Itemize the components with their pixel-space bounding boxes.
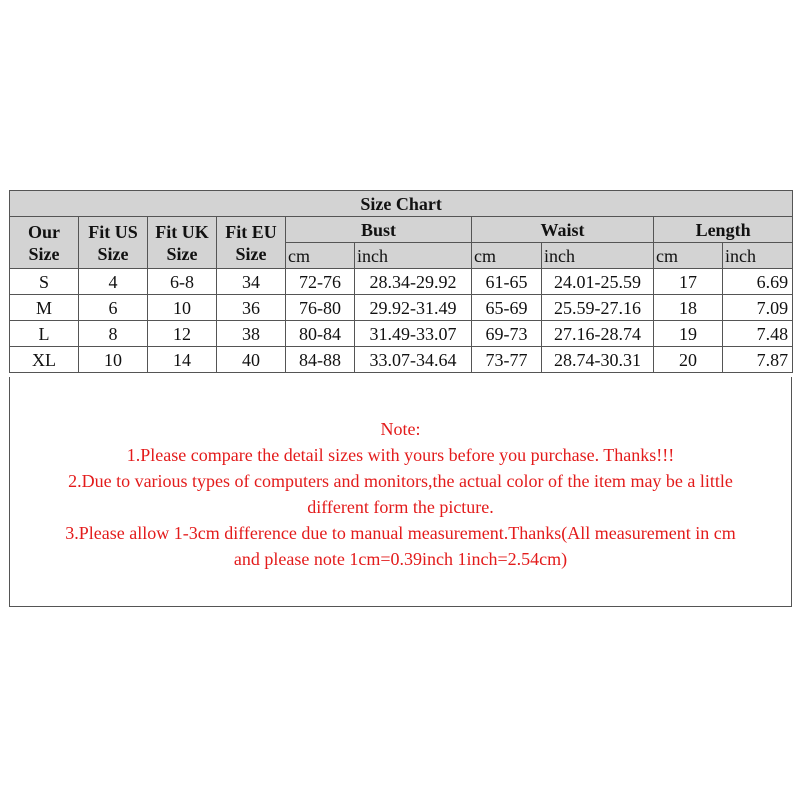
table-row <box>10 321 793 347</box>
table-cell: 72-76 <box>286 269 355 295</box>
table-cell: 33.07-34.64 <box>355 347 472 373</box>
table-cell: 7.48 <box>723 321 793 347</box>
table-title: Size Chart <box>10 191 793 217</box>
note-line: and please note 1cm=0.39inch 1inch=2.54cm) <box>233 549 568 569</box>
table-cell: 73-77 <box>472 347 542 373</box>
table-cell: 24.01-25.59 <box>542 269 654 295</box>
table-cell: 61-65 <box>472 269 542 295</box>
table-cell: 38 <box>217 321 286 347</box>
table-cell: 10 <box>148 295 217 321</box>
note-line: 1.Please compare the detail sizes with yours before you purchase. Thanks!!! <box>126 445 675 465</box>
table-row <box>10 347 793 373</box>
header-length-cm: cm <box>654 243 723 269</box>
table-cell: 4 <box>79 269 148 295</box>
header-fit-eu: Fit EU Size <box>217 217 286 269</box>
header-bust-inch: inch <box>355 243 472 269</box>
table-cell: M <box>10 295 79 321</box>
table-cell: 80-84 <box>286 321 355 347</box>
table-cell: 14 <box>148 347 217 373</box>
header-fit-uk: Fit UK Size <box>148 217 217 269</box>
table-cell: 28.74-30.31 <box>542 347 654 373</box>
table-row <box>10 269 793 295</box>
table-cell: 25.59-27.16 <box>542 295 654 321</box>
table-cell: 6-8 <box>148 269 217 295</box>
header-waist-cm: cm <box>472 243 542 269</box>
header-waist-inch: inch <box>542 243 654 269</box>
header-bust: Bust <box>286 217 472 243</box>
header-length-inch: inch <box>723 243 793 269</box>
table-cell: S <box>10 269 79 295</box>
size-chart-table <box>9 190 793 373</box>
table-cell: 19 <box>654 321 723 347</box>
table-cell: 31.49-33.07 <box>355 321 472 347</box>
table-cell: 29.92-31.49 <box>355 295 472 321</box>
header-fit-us: Fit US Size <box>79 217 148 269</box>
note-line: different form the picture. <box>307 497 494 517</box>
table-cell: 36 <box>217 295 286 321</box>
header-bust-cm: cm <box>286 243 355 269</box>
header-our-size: Our Size <box>10 217 79 269</box>
table-cell: 7.09 <box>723 295 793 321</box>
table-cell: 84-88 <box>286 347 355 373</box>
table-cell: L <box>10 321 79 347</box>
table-row <box>10 295 793 321</box>
table-cell: 8 <box>79 321 148 347</box>
header-length: Length <box>654 217 793 243</box>
table-cell: 6 <box>79 295 148 321</box>
table-cell: 12 <box>148 321 217 347</box>
table-cell: 18 <box>654 295 723 321</box>
notes-box <box>9 377 792 607</box>
table-cell: XL <box>10 347 79 373</box>
table-cell: 76-80 <box>286 295 355 321</box>
table-cell: 6.69 <box>723 269 793 295</box>
table-cell: 28.34-29.92 <box>355 269 472 295</box>
table-cell: 20 <box>654 347 723 373</box>
table-cell: 69-73 <box>472 321 542 347</box>
note-heading: Note: <box>380 419 421 439</box>
header-waist: Waist <box>472 217 654 243</box>
table-cell: 27.16-28.74 <box>542 321 654 347</box>
table-cell: 40 <box>217 347 286 373</box>
table-cell: 65-69 <box>472 295 542 321</box>
table-cell: 10 <box>79 347 148 373</box>
table-cell: 17 <box>654 269 723 295</box>
table-cell: 7.87 <box>723 347 793 373</box>
note-line: 3.Please allow 1-3cm difference due to manual measurement.Thanks(All measurement in cm <box>65 523 736 543</box>
note-line: 2.Due to various types of computers and monitors,the actual color of the item may be a little <box>68 471 733 491</box>
table-cell: 34 <box>217 269 286 295</box>
